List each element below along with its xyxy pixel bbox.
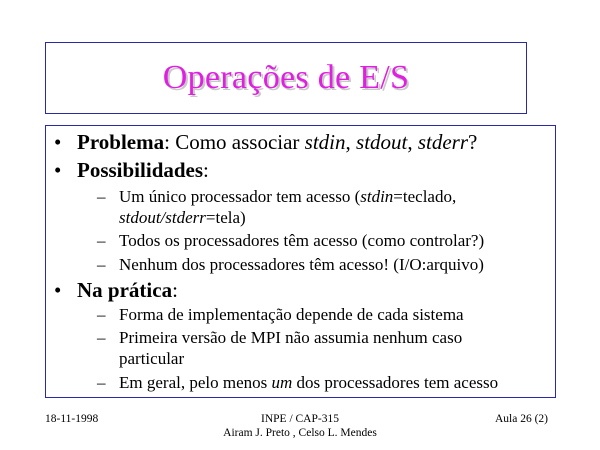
problema-text: : Como associar	[164, 130, 305, 154]
dash-icon: –	[97, 231, 106, 250]
sub-item-possibilidade-c	[97, 254, 557, 275]
pratica-c-text-end: dos processadores tem acesso	[292, 373, 499, 392]
stdin-text: stdin	[360, 187, 394, 206]
bullet-dot-icon: •	[54, 130, 62, 154]
dash-icon: –	[97, 305, 106, 324]
stdin-text: stdin	[304, 130, 346, 154]
dash-icon: –	[97, 255, 106, 274]
eq-text: =teclado,	[393, 187, 457, 206]
footer-date: 18-11-1998	[45, 413, 99, 425]
stdout-stderr-text: stdout/stderr	[119, 208, 206, 227]
pratica-b-text: Primeira versão de MPI não assumia nenhum caso particular	[119, 328, 463, 368]
pratica-sep: :	[172, 278, 178, 302]
title-box	[45, 42, 527, 114]
bullet-dot-icon: •	[54, 278, 62, 302]
eq-text: =tela)	[205, 208, 246, 227]
stdout-text: stdout	[356, 130, 408, 154]
possibilidades-label: Possibilidades	[77, 158, 204, 182]
sub-item-pratica-b	[97, 327, 517, 369]
possibilidades-sep: :	[203, 158, 209, 182]
sub-item-possibilidade-a	[97, 186, 537, 228]
dash-icon: –	[97, 328, 106, 347]
pratica-c-emphasis: um	[271, 373, 293, 392]
pratica-label: Na prática	[77, 278, 173, 302]
bullet-possibilidades	[54, 158, 209, 182]
footer-course: INPE / CAP-315	[261, 413, 339, 425]
possibilidade-a-text: Um único processador tem acesso (	[119, 187, 361, 206]
dash-icon: –	[97, 373, 106, 392]
comma-text: ,	[407, 130, 418, 154]
pratica-c-text: Em geral, pelo menos	[119, 373, 272, 392]
bullet-pratica	[54, 278, 178, 302]
sub-item-possibilidade-b	[97, 230, 557, 251]
sub-item-pratica-a	[97, 304, 557, 325]
bullet-dot-icon: •	[54, 158, 62, 182]
bullet-problema	[54, 130, 477, 154]
stderr-text: stderr	[417, 130, 469, 154]
footer-authors: Airam J. Preto , Celso L. Mendes	[223, 427, 377, 439]
content-box	[45, 125, 556, 398]
possibilidade-c-text: Nenhum dos processadores têm acesso! (I/O:arquivo)	[119, 255, 484, 274]
footer-slide-number: Aula 26 (2)	[495, 413, 549, 425]
dash-icon: –	[97, 187, 106, 206]
question-mark: ?	[468, 130, 478, 154]
possibilidade-b-text: Todos os processadores têm acesso (como controlar?)	[119, 231, 485, 250]
sub-item-pratica-c	[97, 372, 557, 393]
slide-title: Operações de E/S	[162, 59, 410, 96]
pratica-a-text: Forma de implementação depende de cada sistema	[119, 305, 464, 324]
comma-text: ,	[345, 130, 357, 154]
problema-label: Problema	[77, 130, 165, 154]
